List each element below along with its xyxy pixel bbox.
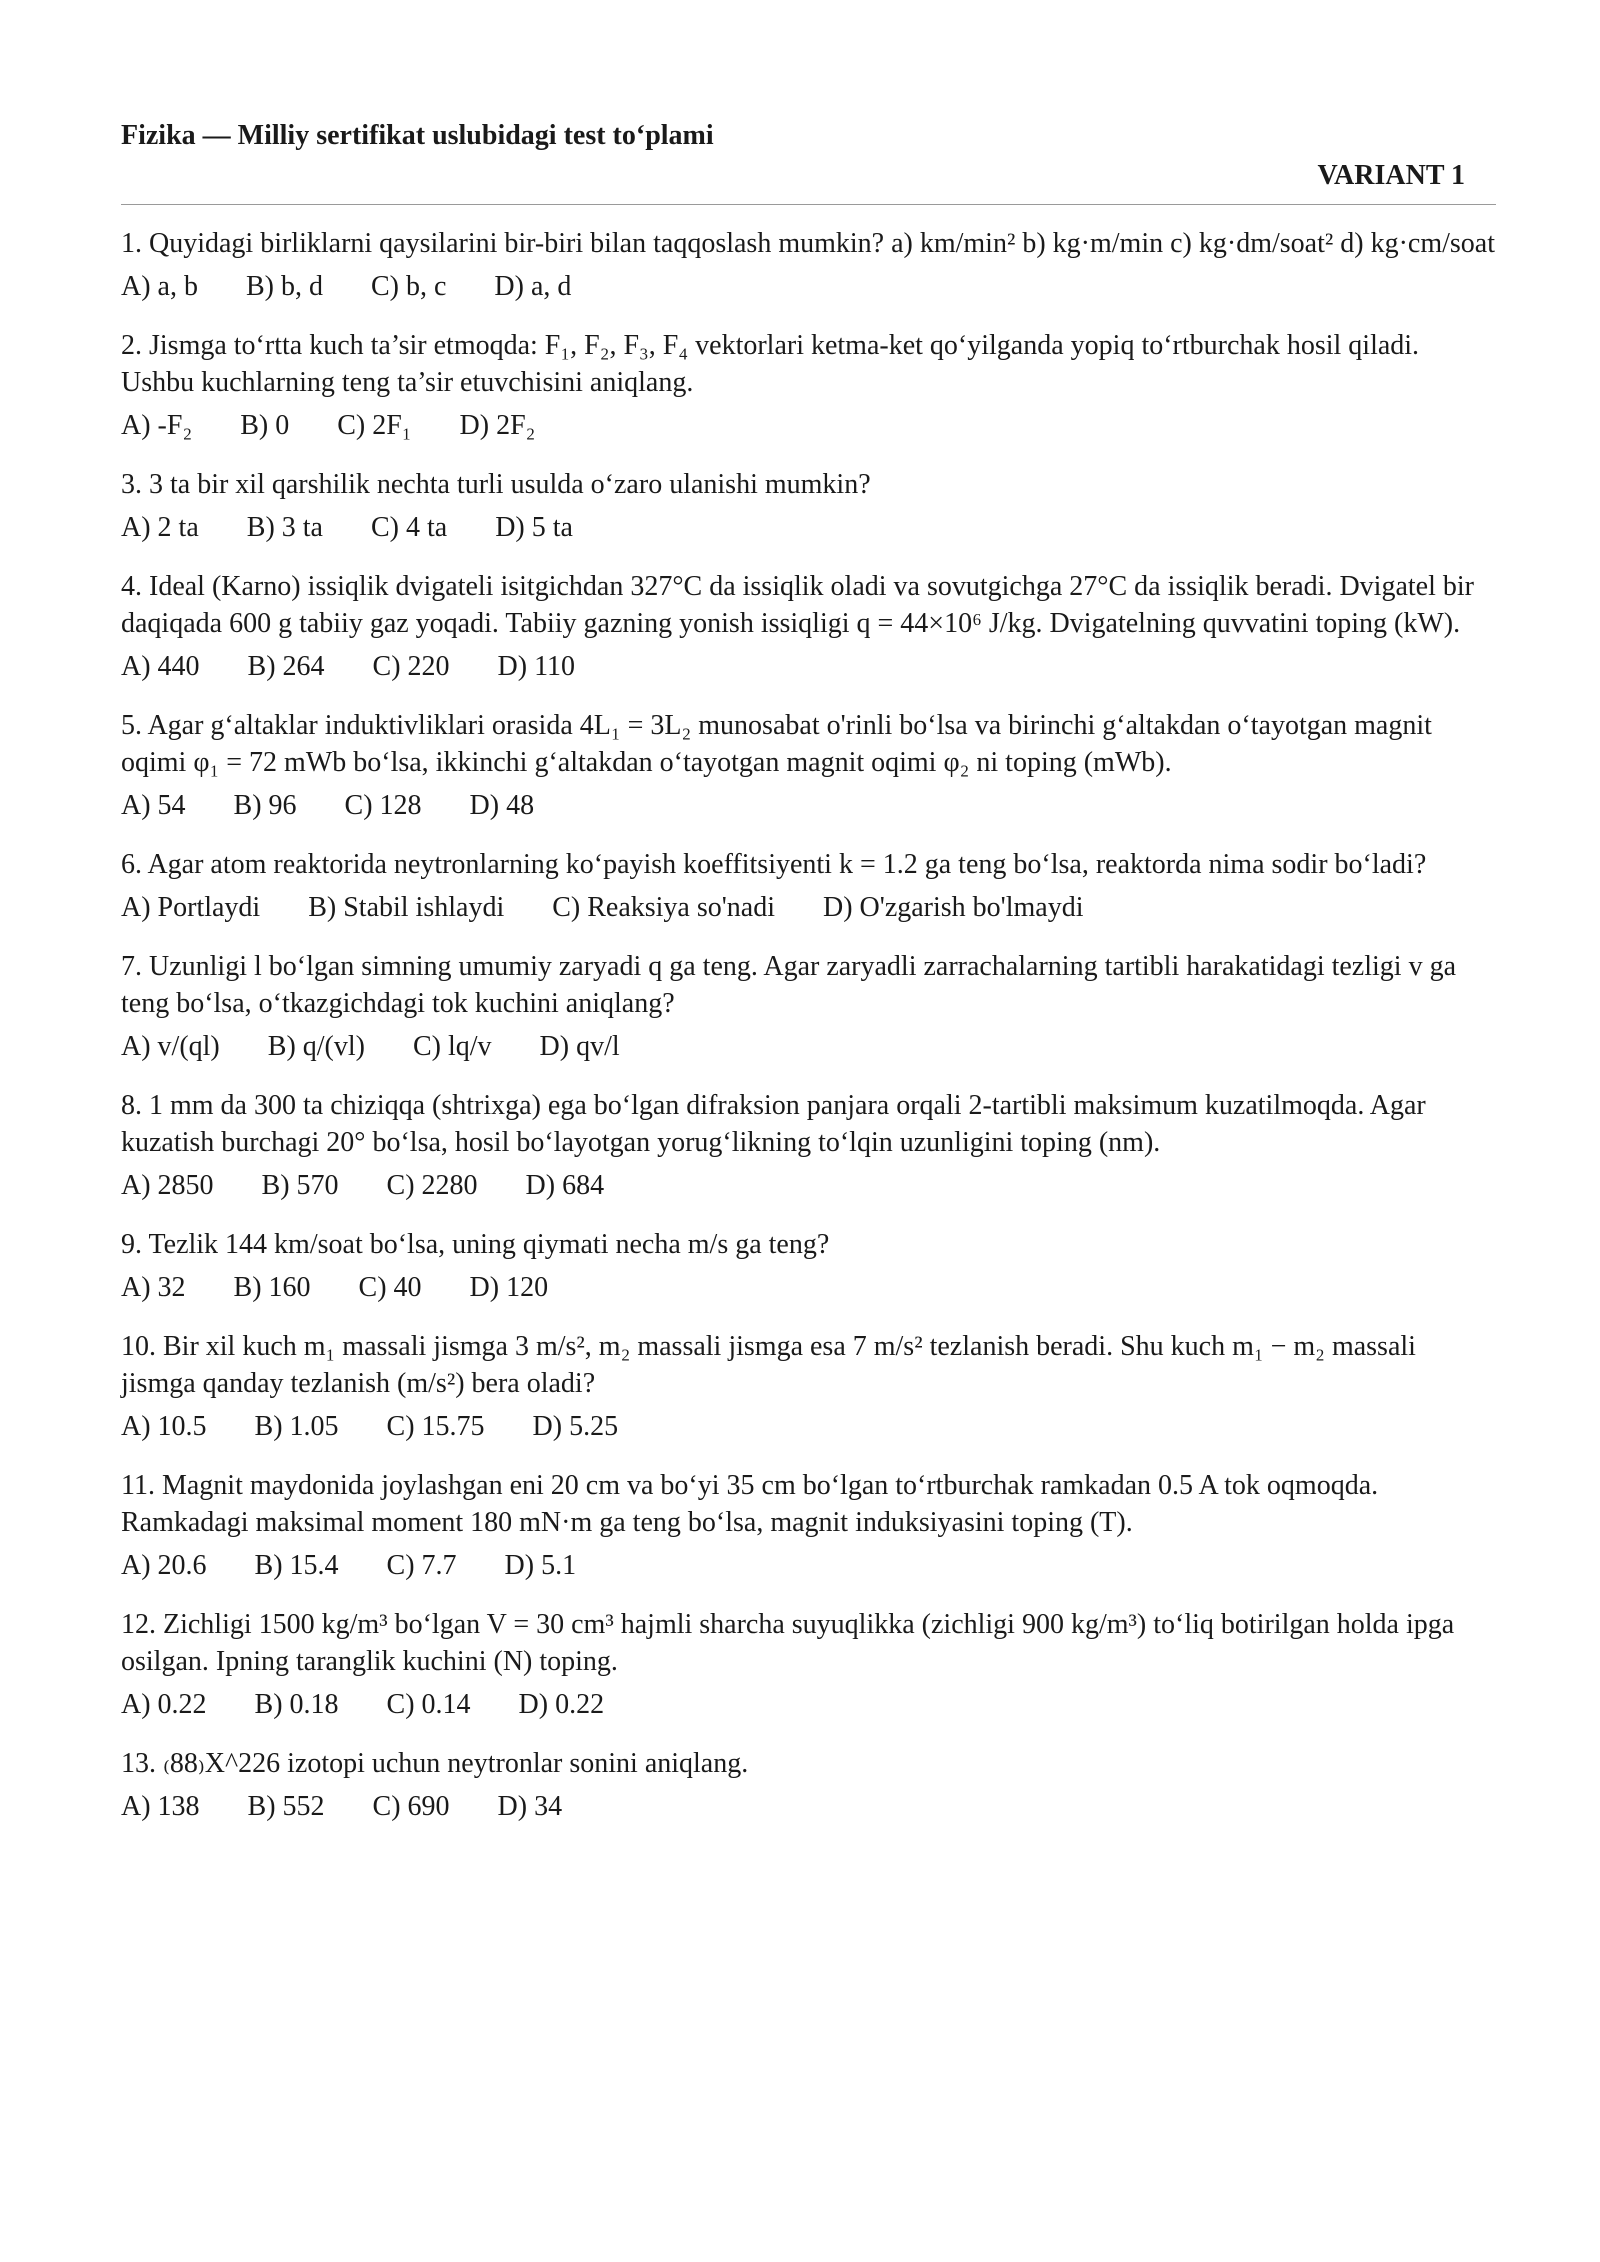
question-text: 13. ₍88₎X^226 izotopi uchun neytronlar sonini aniqlang. [121, 1748, 749, 1779]
variant-label: VARIANT 1 [1317, 160, 1465, 191]
option-d: D) 5.25 [532, 1411, 619, 1442]
question-text: 6. Agar atom reaktorida neytronlarning ko‘payish koeffitsiyenti k = 1.2 ga teng bo‘lsa, reaktorda nima sodir bo‘ladi? [121, 849, 1427, 880]
question-10 [121, 1328, 1496, 1445]
question-text: 3. 3 ta bir xil qarshilik nechta turli usulda o‘zaro ulanishi mumkin? [121, 469, 871, 500]
option-b: B) 552 [247, 1791, 325, 1822]
option-a: A) 54 [121, 790, 186, 821]
option-a: A) 440 [121, 651, 200, 682]
option-d: D) 34 [497, 1791, 563, 1822]
question-text: 10. Bir xil kuch m₁ massali jismga 3 m/s², m₂ massali jismga esa 7 m/s² tezlanish beradi. Shu kuch m₁ − m₂ massali jismga qanday tezlanish (m/s²) bera oladi? [121, 1331, 1416, 1399]
option-c: C) 128 [344, 790, 422, 821]
question-text: 2. Jismga to‘rtta kuch ta’sir etmoqda: F₁, F₂, F₃, F₄ vektorlari ketma-ket qo‘yilganda yopiq to‘rtburchak hosil qiladi. Ushbu kuchlarning teng ta’sir etuvchisini aniqlang. [121, 330, 1420, 398]
answer-options [121, 509, 1496, 546]
answer-options [121, 268, 1496, 305]
question-text: 8. 1 mm da 300 ta chiziqqa (shtrixga) ega bo‘lgan difraksion panjara orqali 2-tartibli maksimum kuzatilmoqda. Agar kuzatish burchagi 20° bo‘lsa, hosil bo‘layotgan yorug‘likning to‘lqin uzunligini toping (nm). [121, 1090, 1426, 1158]
answer-options [121, 889, 1496, 926]
option-d: D) 48 [469, 790, 535, 821]
option-d: D) 0.22 [518, 1689, 605, 1720]
question-6 [121, 846, 1496, 926]
option-c: C) 7.7 [386, 1550, 457, 1581]
option-b: B) q/(vl) [267, 1031, 365, 1062]
option-c: C) 4 ta [370, 512, 448, 543]
option-c: C) lq/v [412, 1031, 492, 1062]
option-b: B) 1.05 [254, 1411, 339, 1442]
option-a: A) 10.5 [121, 1411, 207, 1442]
option-a: A) 0.22 [121, 1689, 207, 1720]
option-c: C) 220 [372, 651, 450, 682]
document-title: Fizika — Milliy sertifikat uslubidagi test to‘plami [121, 120, 714, 151]
answer-options [121, 1028, 1496, 1065]
option-c: C) b, c [370, 271, 447, 302]
option-b: B) 0 [240, 410, 290, 441]
option-d: D) 2F₂ [459, 410, 536, 441]
option-a: A) 138 [121, 1791, 200, 1822]
option-d: D) 5.1 [504, 1550, 577, 1581]
option-b: B) 0.18 [254, 1689, 339, 1720]
option-b: B) 15.4 [254, 1550, 339, 1581]
option-d: D) O'zgarish bo'lmaydi [823, 892, 1084, 923]
question-9 [121, 1226, 1496, 1306]
question-7 [121, 948, 1496, 1065]
question-text: 5. Agar g‘altaklar induktivliklari orasida 4L₁ = 3L₂ munosabat o'rinli bo‘lsa va birinchi g‘altakdan o‘tayotgan magnit oqimi φ₁ = 72 mWb bo‘lsa, ikkinchi g‘altakdan o‘tayotgan magnit oqimi φ₂ ni toping (mWb). [121, 710, 1432, 778]
option-d: D) 5 ta [495, 512, 573, 543]
answer-options [121, 1408, 1496, 1445]
question-8 [121, 1087, 1496, 1204]
option-c: C) 2280 [386, 1170, 478, 1201]
option-a: A) -F₂ [121, 410, 193, 441]
question-text: 4. Ideal (Karno) issiqlik dvigateli isitgichdan 327°C da issiqlik oladi va sovutgichga 27°C da issiqlik beradi. Dvigatel bir daqiqada 600 g tabiiy gaz yoqadi. Tabiiy gazning yonish issiqligi q = 44×10⁶ J/kg. Dvigatelning quvvatini toping (kW). [121, 571, 1474, 639]
question-text: 11. Magnit maydonida joylashgan eni 20 cm va bo‘yi 35 cm bo‘lgan to‘rtburchak ramkadan 0.5 A tok oqmoqda. Ramkadagi maksimal moment 180 mN·m ga teng bo‘lsa, magnit induksiyasini toping (T). [121, 1470, 1379, 1538]
option-d: D) 684 [525, 1170, 605, 1201]
answer-options [121, 1686, 1496, 1723]
option-d: D) a, d [494, 271, 572, 302]
question-11 [121, 1467, 1496, 1584]
answer-options [121, 1167, 1496, 1204]
option-a: A) 2 ta [121, 512, 199, 543]
option-a: A) a, b [121, 271, 198, 302]
question-3 [121, 466, 1496, 546]
question-12 [121, 1606, 1496, 1723]
option-b: B) 96 [233, 790, 297, 821]
option-d: D) 120 [469, 1272, 549, 1303]
question-text: 7. Uzunligi l bo‘lgan simning umumiy zaryadi q ga teng. Agar zaryadli zarrachalarning tartibli harakatidagi tezligi v ga teng bo‘lsa, o‘tkazgichdagi tok kuchini aniqlang? [121, 951, 1457, 1019]
option-c: C) 40 [358, 1272, 422, 1303]
option-a: A) 20.6 [121, 1550, 207, 1581]
option-c: C) 690 [372, 1791, 450, 1822]
option-c: C) 15.75 [386, 1411, 485, 1442]
option-b: B) 570 [261, 1170, 339, 1201]
option-c: C) Reaksiya so'nadi [552, 892, 776, 923]
option-b: B) 160 [233, 1272, 311, 1303]
option-a: A) 2850 [121, 1170, 214, 1201]
option-a: A) Portlaydi [121, 892, 261, 923]
option-a: A) v/(ql) [121, 1031, 220, 1062]
option-c: C) 0.14 [386, 1689, 471, 1720]
option-b: B) Stabil ishlaydi [308, 892, 505, 923]
question-text: 12. Zichligi 1500 kg/m³ bo‘lgan V = 30 cm³ hajmli sharcha suyuqlikka (zichligi 900 kg/m³) to‘liq botirilgan holda ipga osilgan. Ipning taranglik kuchini (N) toping. [121, 1609, 1455, 1677]
option-b: B) 3 ta [246, 512, 323, 543]
question-1 [121, 225, 1496, 305]
question-2 [121, 327, 1496, 444]
question-text: 1. Quyidagi birliklarni qaysilarini bir-biri bilan taqqoslash mumkin? a) km/min² b) kg·m/min c) kg·dm/soat² d) kg·cm/soat [121, 228, 1495, 259]
option-a: A) 32 [121, 1272, 186, 1303]
answer-options [121, 407, 1496, 444]
question-4 [121, 568, 1496, 685]
answer-options [121, 1547, 1496, 1584]
option-b: B) 264 [247, 651, 325, 682]
question-13 [121, 1745, 1496, 1825]
option-c: C) 2F₁ [337, 410, 412, 441]
answer-options [121, 1788, 1496, 1825]
test-document [121, 118, 1496, 1847]
option-b: B) b, d [245, 271, 323, 302]
header-divider [121, 204, 1496, 205]
question-text: 9. Tezlik 144 km/soat bo‘lsa, uning qiymati necha m/s ga teng? [121, 1229, 830, 1260]
option-d: D) 110 [497, 651, 576, 682]
answer-options [121, 648, 1496, 685]
answer-options [121, 787, 1496, 824]
option-d: D) qv/l [539, 1031, 620, 1062]
question-5 [121, 707, 1496, 824]
answer-options [121, 1269, 1496, 1306]
